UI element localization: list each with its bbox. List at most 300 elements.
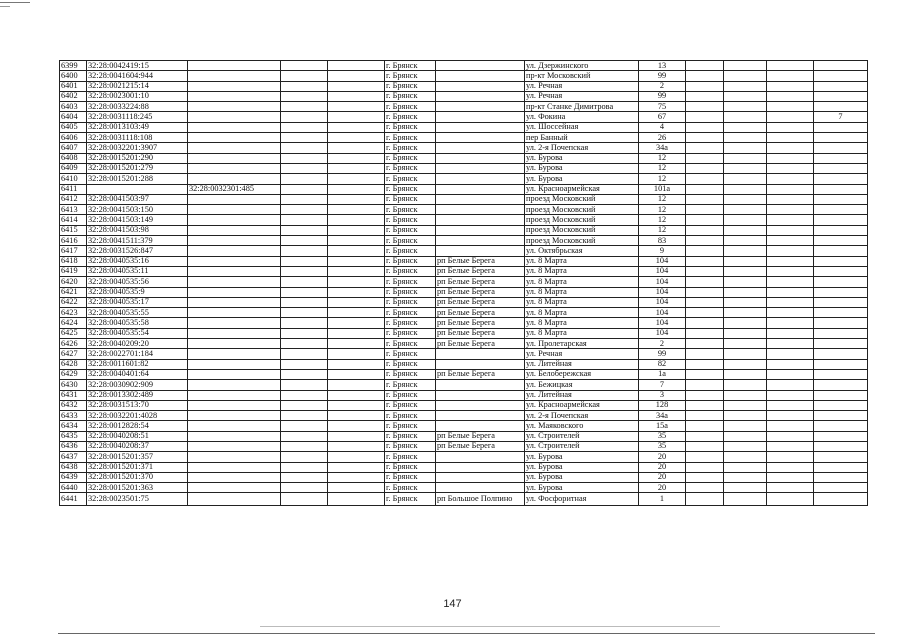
table-row <box>60 91 868 101</box>
empty-cell <box>281 318 328 328</box>
cadastral-number-cell: 32:28:0040209:20 <box>87 339 188 349</box>
previous-number-cell <box>188 143 281 153</box>
house-number-cell: 104 <box>639 318 686 328</box>
extra-value-cell <box>814 318 868 328</box>
empty-cell <box>767 71 814 81</box>
empty-cell <box>724 102 767 112</box>
cadastral-number-cell: 32:28:0015201:290 <box>87 153 188 163</box>
empty-cell <box>328 308 385 318</box>
street-cell: ул. Строителей <box>525 441 639 451</box>
previous-number-cell <box>188 472 281 482</box>
row-number-cell: 6426 <box>60 339 87 349</box>
city-cell: г. Брянск <box>385 163 436 173</box>
table-row <box>60 359 868 369</box>
street-cell: ул. Фосфоритная <box>525 493 639 506</box>
locality-cell <box>436 349 525 359</box>
locality-cell: рп Белые Берега <box>436 339 525 349</box>
row-number-cell: 6399 <box>60 61 87 71</box>
previous-number-cell <box>188 256 281 266</box>
empty-cell <box>724 61 767 71</box>
row-number-cell: 6423 <box>60 308 87 318</box>
empty-cell <box>767 452 814 462</box>
empty-cell <box>767 431 814 441</box>
empty-cell <box>767 194 814 204</box>
city-cell: г. Брянск <box>385 153 436 163</box>
empty-cell <box>724 163 767 173</box>
extra-value-cell <box>814 431 868 441</box>
city-cell: г. Брянск <box>385 462 436 472</box>
cadastral-number-cell: 32:28:0030902:909 <box>87 380 188 390</box>
table-row <box>60 71 868 81</box>
locality-cell: рп Белые Берега <box>436 277 525 287</box>
locality-cell <box>436 194 525 204</box>
city-cell: г. Брянск <box>385 225 436 235</box>
house-number-cell: 1 <box>639 493 686 506</box>
house-number-cell: 12 <box>639 205 686 215</box>
city-cell: г. Брянск <box>385 339 436 349</box>
house-number-cell: 13 <box>639 61 686 71</box>
previous-number-cell <box>188 411 281 421</box>
empty-cell <box>767 441 814 451</box>
empty-cell <box>328 390 385 400</box>
locality-cell <box>436 215 525 225</box>
cadastral-number-cell: 32:28:0011601:82 <box>87 359 188 369</box>
street-cell: пр-кт Московский <box>525 71 639 81</box>
empty-cell <box>767 277 814 287</box>
empty-cell <box>328 205 385 215</box>
cadastral-number-cell: 32:28:0015201:279 <box>87 163 188 173</box>
house-number-cell: 99 <box>639 349 686 359</box>
cadastral-number-cell: 32:28:0041503:97 <box>87 194 188 204</box>
street-cell: ул. Бурова <box>525 163 639 173</box>
empty-cell <box>767 215 814 225</box>
row-number-cell: 6438 <box>60 462 87 472</box>
previous-number-cell <box>188 462 281 472</box>
cadastral-number-cell: 32:28:0041503:98 <box>87 225 188 235</box>
empty-cell <box>281 256 328 266</box>
house-number-cell: 3 <box>639 390 686 400</box>
empty-cell <box>686 133 724 143</box>
empty-cell <box>281 71 328 81</box>
empty-cell <box>328 462 385 472</box>
previous-number-cell <box>188 318 281 328</box>
empty-cell <box>281 359 328 369</box>
empty-cell <box>686 236 724 246</box>
page-number: 147 <box>443 598 462 610</box>
house-number-cell: 75 <box>639 102 686 112</box>
empty-cell <box>686 174 724 184</box>
empty-cell <box>328 194 385 204</box>
extra-value-cell <box>814 369 868 379</box>
street-cell: ул. 2-я Почепская <box>525 143 639 153</box>
extra-value-cell <box>814 380 868 390</box>
empty-cell <box>328 266 385 276</box>
empty-cell <box>724 174 767 184</box>
empty-cell <box>281 184 328 194</box>
street-cell: ул. Красноармейская <box>525 400 639 410</box>
house-number-cell: 104 <box>639 308 686 318</box>
extra-value-cell <box>814 143 868 153</box>
empty-cell <box>328 163 385 173</box>
empty-cell <box>281 143 328 153</box>
extra-value-cell <box>814 328 868 338</box>
house-number-cell: 104 <box>639 266 686 276</box>
street-cell: ул. Пролетарская <box>525 339 639 349</box>
house-number-cell: 99 <box>639 71 686 81</box>
row-number-cell: 6406 <box>60 133 87 143</box>
previous-number-cell <box>188 390 281 400</box>
row-number-cell: 6430 <box>60 380 87 390</box>
city-cell: г. Брянск <box>385 421 436 431</box>
street-cell: ул. 8 Марта <box>525 256 639 266</box>
city-cell: г. Брянск <box>385 133 436 143</box>
row-number-cell: 6417 <box>60 246 87 256</box>
extra-value-cell <box>814 339 868 349</box>
house-number-cell: 35 <box>639 431 686 441</box>
empty-cell <box>686 441 724 451</box>
empty-cell <box>767 225 814 235</box>
extra-value-cell <box>814 472 868 482</box>
empty-cell <box>328 246 385 256</box>
house-number-cell: 104 <box>639 297 686 307</box>
empty-cell <box>724 339 767 349</box>
cadastral-number-cell: 32:28:0023001:10 <box>87 91 188 101</box>
extra-value-cell <box>814 61 868 71</box>
locality-cell <box>436 400 525 410</box>
city-cell: г. Брянск <box>385 380 436 390</box>
empty-cell <box>328 133 385 143</box>
locality-cell <box>436 133 525 143</box>
row-number-cell: 6411 <box>60 184 87 194</box>
empty-cell <box>724 328 767 338</box>
city-cell: г. Брянск <box>385 236 436 246</box>
street-cell: пр-кт Станке Димитрова <box>525 102 639 112</box>
table-row <box>60 236 868 246</box>
extra-value-cell <box>814 308 868 318</box>
street-cell: ул. 8 Марта <box>525 297 639 307</box>
empty-cell <box>281 102 328 112</box>
empty-cell <box>724 308 767 318</box>
empty-cell <box>328 256 385 266</box>
street-cell: проезд Московский <box>525 215 639 225</box>
cadastral-number-cell: 32:28:0040208:37 <box>87 441 188 451</box>
empty-cell <box>686 380 724 390</box>
table-row <box>60 380 868 390</box>
empty-cell <box>328 452 385 462</box>
empty-cell <box>281 390 328 400</box>
locality-cell <box>436 122 525 132</box>
row-number-cell: 6404 <box>60 112 87 122</box>
city-cell: г. Брянск <box>385 411 436 421</box>
empty-cell <box>281 122 328 132</box>
extra-value-cell <box>814 184 868 194</box>
city-cell: г. Брянск <box>385 61 436 71</box>
empty-cell <box>328 236 385 246</box>
street-cell: ул. Фокина <box>525 112 639 122</box>
empty-cell <box>281 421 328 431</box>
extra-value-cell <box>814 400 868 410</box>
row-number-cell: 6429 <box>60 369 87 379</box>
empty-cell <box>328 277 385 287</box>
empty-cell <box>724 483 767 493</box>
table-row <box>60 369 868 379</box>
empty-cell <box>686 81 724 91</box>
city-cell: г. Брянск <box>385 102 436 112</box>
empty-cell <box>686 61 724 71</box>
table-row <box>60 287 868 297</box>
empty-cell <box>328 71 385 81</box>
empty-cell <box>328 184 385 194</box>
previous-number-cell <box>188 194 281 204</box>
row-number-cell: 6425 <box>60 328 87 338</box>
table-row <box>60 472 868 482</box>
empty-cell <box>686 431 724 441</box>
empty-cell <box>724 205 767 215</box>
empty-cell <box>724 91 767 101</box>
empty-cell <box>686 462 724 472</box>
empty-cell <box>767 493 814 506</box>
row-number-cell: 6436 <box>60 441 87 451</box>
cadastral-number-cell: 32:28:0041503:149 <box>87 215 188 225</box>
empty-cell <box>281 400 328 410</box>
city-cell: г. Брянск <box>385 431 436 441</box>
table-row <box>60 102 868 112</box>
empty-cell <box>767 297 814 307</box>
previous-number-cell <box>188 339 281 349</box>
city-cell: г. Брянск <box>385 441 436 451</box>
extra-value-cell <box>814 215 868 225</box>
city-cell: г. Брянск <box>385 122 436 132</box>
extra-value-cell <box>814 349 868 359</box>
house-number-cell: 104 <box>639 328 686 338</box>
empty-cell <box>328 122 385 132</box>
row-number-cell: 6409 <box>60 163 87 173</box>
empty-cell <box>724 493 767 506</box>
empty-cell <box>686 225 724 235</box>
empty-cell <box>686 411 724 421</box>
city-cell: г. Брянск <box>385 359 436 369</box>
house-number-cell: 128 <box>639 400 686 410</box>
empty-cell <box>686 71 724 81</box>
city-cell: г. Брянск <box>385 318 436 328</box>
empty-cell <box>281 163 328 173</box>
empty-cell <box>767 163 814 173</box>
extra-value-cell <box>814 163 868 173</box>
table-row <box>60 122 868 132</box>
house-number-cell: 104 <box>639 256 686 266</box>
extra-value-cell <box>814 225 868 235</box>
empty-cell <box>328 153 385 163</box>
empty-cell <box>328 380 385 390</box>
street-cell: ул. 8 Марта <box>525 266 639 276</box>
empty-cell <box>328 287 385 297</box>
empty-cell <box>686 421 724 431</box>
previous-number-cell <box>188 81 281 91</box>
empty-cell <box>767 143 814 153</box>
city-cell: г. Брянск <box>385 143 436 153</box>
table-row <box>60 194 868 204</box>
street-cell: ул. 8 Марта <box>525 277 639 287</box>
house-number-cell: 20 <box>639 462 686 472</box>
extra-value-cell <box>814 71 868 81</box>
city-cell: г. Брянск <box>385 483 436 493</box>
empty-cell <box>281 369 328 379</box>
cadastral-number-cell: 32:28:0013302:489 <box>87 390 188 400</box>
previous-number-cell <box>188 225 281 235</box>
locality-cell <box>436 411 525 421</box>
city-cell: г. Брянск <box>385 452 436 462</box>
table-row <box>60 462 868 472</box>
cadastral-number-cell: 32:28:0041604:944 <box>87 71 188 81</box>
extra-value-cell <box>814 102 868 112</box>
row-number-cell: 6424 <box>60 318 87 328</box>
empty-cell <box>767 308 814 318</box>
row-number-cell: 6419 <box>60 266 87 276</box>
cadastral-number-cell: 32:28:0040208:51 <box>87 431 188 441</box>
locality-cell <box>436 174 525 184</box>
empty-cell <box>767 380 814 390</box>
extra-value-cell <box>814 483 868 493</box>
cadastral-number-cell: 32:28:0040535:9 <box>87 287 188 297</box>
street-cell: проезд Московский <box>525 194 639 204</box>
empty-cell <box>767 102 814 112</box>
table-row <box>60 205 868 215</box>
empty-cell <box>767 91 814 101</box>
table-row <box>60 256 868 266</box>
house-number-cell: 101а <box>639 184 686 194</box>
house-number-cell: 2 <box>639 81 686 91</box>
house-number-cell: 7 <box>639 380 686 390</box>
empty-cell <box>724 297 767 307</box>
street-cell: ул. Маяковского <box>525 421 639 431</box>
locality-cell <box>436 462 525 472</box>
empty-cell <box>686 215 724 225</box>
street-cell: ул. Речная <box>525 81 639 91</box>
empty-cell <box>686 205 724 215</box>
empty-cell <box>767 133 814 143</box>
previous-number-cell <box>188 71 281 81</box>
empty-cell <box>724 462 767 472</box>
table-row <box>60 318 868 328</box>
empty-cell <box>686 91 724 101</box>
row-number-cell: 6416 <box>60 236 87 246</box>
empty-cell <box>686 163 724 173</box>
city-cell: г. Брянск <box>385 297 436 307</box>
empty-cell <box>281 81 328 91</box>
empty-cell <box>767 369 814 379</box>
empty-cell <box>281 462 328 472</box>
empty-cell <box>724 112 767 122</box>
empty-cell <box>724 287 767 297</box>
empty-cell <box>281 133 328 143</box>
locality-cell <box>436 359 525 369</box>
table-row <box>60 277 868 287</box>
extra-value-cell <box>814 81 868 91</box>
locality-cell <box>436 236 525 246</box>
city-cell: г. Брянск <box>385 194 436 204</box>
street-cell: ул. Речная <box>525 91 639 101</box>
empty-cell <box>767 411 814 421</box>
empty-cell <box>767 483 814 493</box>
street-cell: ул. 8 Марта <box>525 308 639 318</box>
empty-cell <box>724 421 767 431</box>
cadastral-number-cell: 32:28:0040535:11 <box>87 266 188 276</box>
table-row <box>60 431 868 441</box>
house-number-cell: 20 <box>639 483 686 493</box>
empty-cell <box>686 256 724 266</box>
street-cell: ул. 2-я Почепская <box>525 411 639 421</box>
street-cell: ул. Бурова <box>525 452 639 462</box>
cadastral-number-cell: 32:28:0031118:108 <box>87 133 188 143</box>
table-row <box>60 308 868 318</box>
scan-edge-line <box>0 2 30 3</box>
registry-table-container <box>59 60 868 506</box>
previous-number-cell <box>188 236 281 246</box>
locality-cell <box>436 452 525 462</box>
empty-cell <box>767 421 814 431</box>
cadastral-number-cell: 32:28:0032201:4028 <box>87 411 188 421</box>
city-cell: г. Брянск <box>385 91 436 101</box>
empty-cell <box>328 359 385 369</box>
empty-cell <box>767 349 814 359</box>
empty-cell <box>724 236 767 246</box>
table-row <box>60 153 868 163</box>
empty-cell <box>767 174 814 184</box>
house-number-cell: 34а <box>639 143 686 153</box>
empty-cell <box>767 112 814 122</box>
house-number-cell: 12 <box>639 153 686 163</box>
table-row <box>60 215 868 225</box>
extra-value-cell <box>814 194 868 204</box>
empty-cell <box>767 61 814 71</box>
empty-cell <box>724 225 767 235</box>
city-cell: г. Брянск <box>385 81 436 91</box>
empty-cell <box>724 369 767 379</box>
locality-cell <box>436 225 525 235</box>
cadastral-number-cell: 32:28:0040535:54 <box>87 328 188 338</box>
locality-cell <box>436 472 525 482</box>
table-row <box>60 133 868 143</box>
cadastral-number-cell: 32:28:0040535:55 <box>87 308 188 318</box>
empty-cell <box>328 483 385 493</box>
previous-number-cell <box>188 359 281 369</box>
house-number-cell: 35 <box>639 441 686 451</box>
city-cell: г. Брянск <box>385 400 436 410</box>
city-cell: г. Брянск <box>385 246 436 256</box>
empty-cell <box>686 369 724 379</box>
table-row <box>60 483 868 493</box>
empty-cell <box>724 390 767 400</box>
cadastral-number-cell <box>87 184 188 194</box>
street-cell: ул. Литейная <box>525 359 639 369</box>
locality-cell: рп Белые Берега <box>436 328 525 338</box>
city-cell: г. Брянск <box>385 493 436 506</box>
extra-value-cell <box>814 266 868 276</box>
locality-cell: рп Белые Берега <box>436 441 525 451</box>
locality-cell <box>436 61 525 71</box>
city-cell: г. Брянск <box>385 215 436 225</box>
empty-cell <box>724 194 767 204</box>
empty-cell <box>328 174 385 184</box>
empty-cell <box>328 400 385 410</box>
previous-number-cell <box>188 441 281 451</box>
row-number-cell: 6412 <box>60 194 87 204</box>
street-cell: ул. Белобережская <box>525 369 639 379</box>
previous-number-cell <box>188 452 281 462</box>
extra-value-cell <box>814 256 868 266</box>
locality-cell: рп Белые Берега <box>436 318 525 328</box>
table-row <box>60 339 868 349</box>
